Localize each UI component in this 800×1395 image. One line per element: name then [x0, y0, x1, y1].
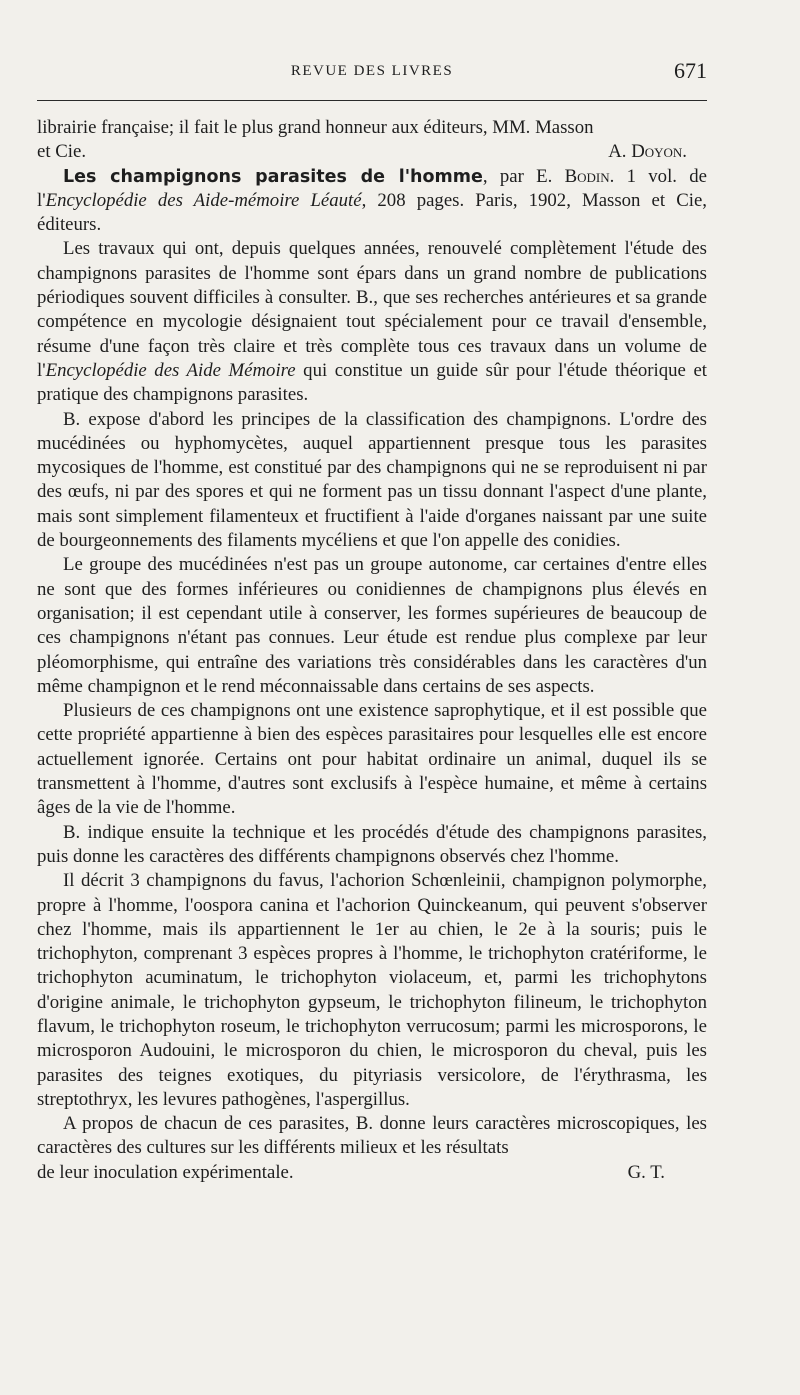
prev-review-signature: A. Doyon.	[608, 141, 687, 163]
running-header	[37, 58, 707, 88]
paragraph-7-end	[37, 1161, 707, 1185]
paragraph-6: Il décrit 3 champignons du favus, l'achorion Schœnleinii, champignon polymorphe, propre à l'homme, l'oospora canina et l'achorion Quinckeanum, qui peuvent s'observer chez l'homme, mais ils appartiennent le 1er au chien, le 2e à la souris; puis le trichophyton, comprenant 3 espèces propres à l'homme, le trichophyton cratériforme, le trichophyton acuminatum, le trichophyton violaceum, et, parmi les trichophytons d'origine animale, le trichophyton gypseum, le trichophyton filineum, le trichophyton flavum, le trichophyton roseum, le trichophyton verrucosum; parmi les microsporons, le microsporon Audouini, le microsporon du chien, le microsporon du cheval, puis les parasites des teignes exotiques, du pityriasis versicolore, de l'érythrasma, les streptothryx, les levures pathogènes, l'aspergillus.	[37, 870, 707, 1110]
page-number: 671	[674, 58, 707, 83]
review-heading	[37, 165, 707, 238]
header-rule	[37, 100, 707, 101]
article-body	[37, 116, 707, 1185]
paragraph-4: Plusieurs de ces champignons ont une existence saprophytique, et il est possible que cette propriété appartienne à bien des espèces parasitaires pour lesquelles elle est encore actuellement ignorée. Certains ont pour habitat ordinaire un animal, duquel ils se transmettent à l'homme, d'autres sont exclusifs à l'espèce humaine, et même à certains âges de la vie de l'homme.	[37, 700, 707, 819]
paragraph-2: B. expose d'abord les principes de la classification des champignons. L'ordre des mucédinées ou hyphomycètes, auquel appartiennent presque tous les parasites mycosiques de l'homme, est constitué par des champignons qui ne se reproduisent ni par des œufs, ni par des spores et qui ne forment pas un tissu donnant l'aspect d'une plante, mais sont simplement filamenteux et fructifient à l'aide d'organes naissant par une suite de bourgeonnements des filaments mycéliens et que l'on appelle des conidies.	[37, 408, 707, 552]
prev-review-line: librairie française; il fait le plus grand honneur aux éditeurs, MM. Masson	[37, 117, 594, 138]
prev-review-text: et Cie.	[37, 141, 87, 163]
prev-review-end	[37, 140, 707, 164]
paragraph-1-series: Encyclopédie des Aide Mémoire	[45, 359, 296, 381]
book-series: Encyclopédie des Aide-mémoire Léauté	[45, 189, 362, 211]
paragraph-1	[37, 237, 707, 407]
book-details-2: , 208 pages. Paris, 1902, Masson et Cie, éditeurs.	[37, 189, 707, 236]
running-title: REVUE DES LIVRES	[290, 63, 454, 79]
paragraph-7: A propos de chacun de ces parasites, B. donne leurs caractères microscopiques, les caractères des cultures sur les différents milieux et les résultats	[37, 1113, 707, 1159]
paragraph-7-last-line: de leur inoculation expérimentale.	[37, 1161, 294, 1183]
book-by: , par E.	[482, 165, 565, 187]
paragraph-1-text-b: qui constitue un guide sûr pour l'étude théorique et pratique des champignons parasites.	[37, 359, 707, 406]
book-author: Bodin	[564, 165, 610, 187]
paragraph-1-text-a: Les travaux qui ont, depuis quelques années, renouvelé complètement l'étude des champignons parasites de l'homme sont épars dans un grand nombre de publications périodiques souvent difficiles à consulter. B., que ses recherches antérieures et sa grande compétence en mycologie désignaient tout spécialement pour ce travail d'ensemble, résume d'une façon très claire et très complète tous ces travaux dans un volume de l'	[37, 238, 707, 381]
paragraph-5: B. indique ensuite la technique et les procédés d'étude des champignons parasites, puis donne les caractères des différents champignons observés chez l'homme.	[37, 821, 707, 867]
book-title: Les champignons parasites de l'homme	[63, 166, 483, 187]
review-signature: G. T.	[627, 1161, 665, 1183]
book-details-1: . 1 vol. de l'	[37, 165, 707, 211]
paragraph-3: Le groupe des mucédinées n'est pas un groupe autonome, car certaines d'entre elles ne sont que des formes inférieures ou conidiennes de champignons plus élevés en organisation; il est cependant utile à conserver, les formes supérieures de beaucoup de ces champignons n'étant pas connues. Leur étude est rendue plus complexe par leur pléomorphisme, qui entraîne des variations très considérables dans les caractères d'un même champignon et le rend méconnaissable dans certains de ses aspects.	[37, 554, 707, 697]
